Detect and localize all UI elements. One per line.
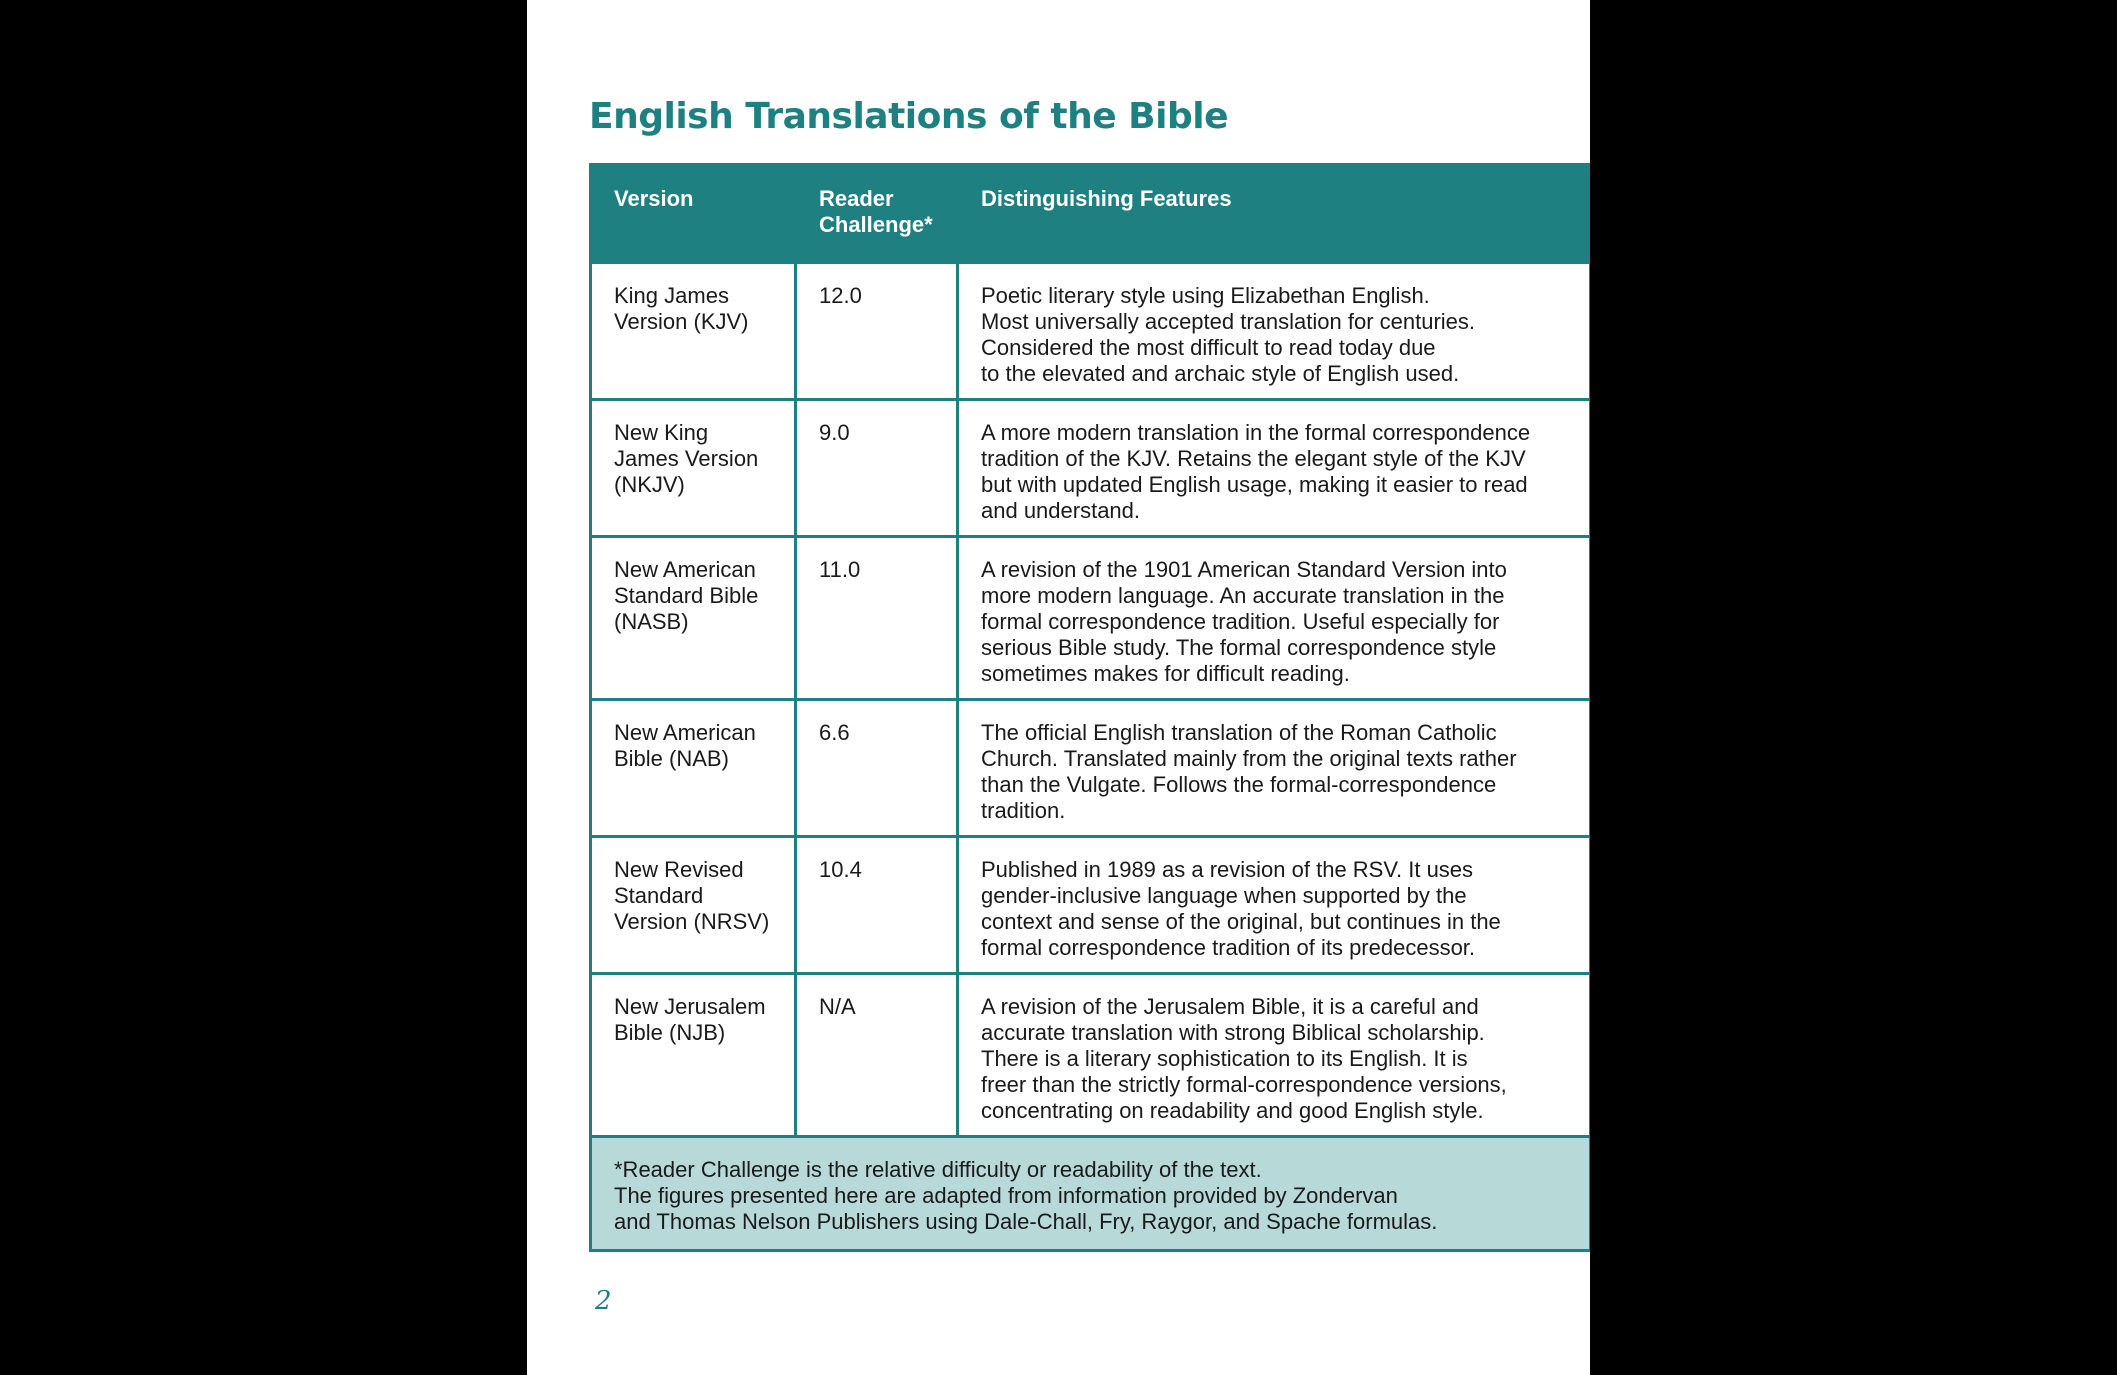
header-reader-challenge: Reader Challenge*	[796, 165, 958, 263]
cell-version: New American Bible (NAB)	[591, 700, 796, 837]
cell-features: The official English translation of the Roman Catholic Church. Translated mainly from the original texts rather than the Vulgate. Follows the formal-correspondence tradition.	[958, 700, 1591, 837]
table-row	[591, 837, 1591, 974]
cell-reader-challenge: 12.0	[796, 263, 958, 400]
footnote: *Reader Challenge is the relative difficulty or readability of the text. The figures presented here are adapted from information provided by Zondervan and Thomas Nelson Publishers using Dale-Chall, Fry, Raygor, and Spache formulas.	[591, 1137, 1591, 1251]
table-header-row	[591, 165, 1591, 263]
cell-features: Published in 1989 as a revision of the RSV. It uses gender-inclusive language when supported by the context and sense of the original, but continues in the formal correspondence tradition of its predecessor.	[958, 837, 1591, 974]
document-page	[527, 0, 1590, 1375]
table-row	[591, 974, 1591, 1137]
cell-version: King James Version (KJV)	[591, 263, 796, 400]
cell-version: New Revised Standard Version (NRSV)	[591, 837, 796, 974]
table-row	[591, 400, 1591, 537]
cell-reader-challenge: 11.0	[796, 537, 958, 700]
cell-version: New King James Version (NKJV)	[591, 400, 796, 537]
cell-features: Poetic literary style using Elizabethan English. Most universally accepted translation for centuries. Considered the most difficult to read today due to the elevated and archaic style of English used.	[958, 263, 1591, 400]
footnote-row	[591, 1137, 1591, 1251]
page-number: 2	[595, 1286, 612, 1316]
table-row	[591, 537, 1591, 700]
cell-reader-challenge: 10.4	[796, 837, 958, 974]
page-title: English Translations of the Bible	[589, 96, 1228, 137]
header-distinguishing-features: Distinguishing Features	[958, 165, 1591, 263]
cell-features: A revision of the 1901 American Standard Version into more modern language. An accurate translation in the formal correspondence tradition. Useful especially for serious Bible study. The formal correspondence style sometimes makes for difficult reading.	[958, 537, 1591, 700]
table-row	[591, 700, 1591, 837]
cell-version: New Jerusalem Bible (NJB)	[591, 974, 796, 1137]
header-version: Version	[591, 165, 796, 263]
table-row	[591, 263, 1591, 400]
cell-version: New American Standard Bible (NASB)	[591, 537, 796, 700]
cell-features: A revision of the Jerusalem Bible, it is a careful and accurate translation with strong Biblical scholarship. There is a literary sophistication to its English. It is freer than the strictly formal-correspondence versions, concentrating on readability and good English style.	[958, 974, 1591, 1137]
cell-features: A more modern translation in the formal correspondence tradition of the KJV. Retains the elegant style of the KJV but with updated English usage, making it easier to read and understand.	[958, 400, 1591, 537]
translations-table	[589, 163, 1590, 1252]
cell-reader-challenge: N/A	[796, 974, 958, 1137]
cell-reader-challenge: 9.0	[796, 400, 958, 537]
cell-reader-challenge: 6.6	[796, 700, 958, 837]
